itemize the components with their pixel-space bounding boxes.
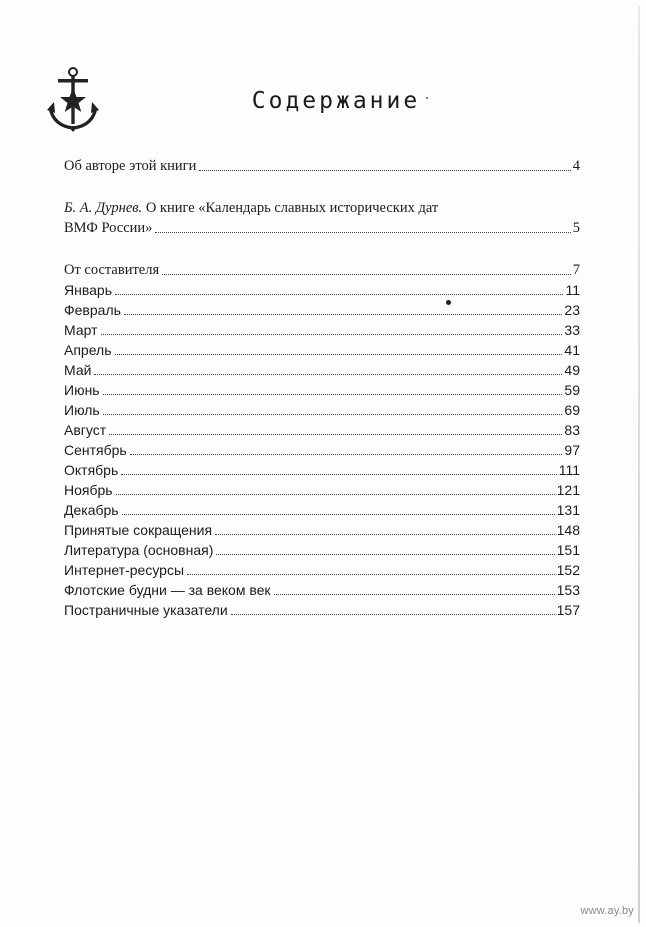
toc-entry <box>64 360 580 380</box>
page-number: 97 <box>564 442 580 458</box>
toc-entry <box>64 460 580 480</box>
entry-label: Февраль <box>64 302 121 318</box>
toc-entry <box>64 400 580 420</box>
toc-entry <box>64 600 580 620</box>
page-number: 7 <box>572 262 580 278</box>
page-number: 148 <box>556 522 580 538</box>
toc-entry <box>64 580 580 600</box>
toc-entry <box>64 560 580 580</box>
leader-dots <box>130 454 563 455</box>
page-number: 4 <box>572 158 580 174</box>
page-number: 157 <box>556 602 580 618</box>
leader-dots <box>215 534 555 535</box>
page-title: Содержание <box>251 88 421 114</box>
page-number: 49 <box>564 362 580 378</box>
toc-entry-foreword-line1 <box>64 198 580 218</box>
foreword-author: Б. А. Дурнев. <box>64 200 143 216</box>
leader-dots <box>115 354 563 355</box>
page-number: 69 <box>564 402 580 418</box>
leader-dots <box>115 294 563 295</box>
toc-entry <box>64 420 580 440</box>
leader-dots <box>103 394 563 395</box>
watermark: www.ay.by <box>580 905 634 917</box>
entry-label: Июль <box>64 402 100 418</box>
foreword-title-part: О книге «Календарь славных исторических дат <box>142 200 439 216</box>
entry-label: Май <box>64 362 92 378</box>
table-of-contents <box>64 156 580 620</box>
toc-entry <box>64 380 580 400</box>
leader-dots <box>121 474 556 475</box>
entry-label: Интернет-ресурсы <box>64 562 185 578</box>
page-number: 33 <box>564 322 580 338</box>
toc-entry <box>64 300 580 320</box>
toc-entry <box>64 480 580 500</box>
entry-label: Литература (основная) <box>64 542 214 558</box>
toc-entry <box>64 260 580 280</box>
leader-dots <box>103 414 563 415</box>
page-number: 151 <box>556 542 580 558</box>
page-number: 59 <box>564 382 580 398</box>
toc-entry-foreword <box>64 198 580 238</box>
entry-label: Октябрь <box>64 462 119 478</box>
leader-dots <box>116 494 555 495</box>
entry-label: Июнь <box>64 382 100 398</box>
leader-dots <box>109 434 562 435</box>
page-number: 5 <box>572 220 580 236</box>
page-number: 41 <box>564 342 580 358</box>
print-speck <box>446 300 451 305</box>
page-number: 131 <box>556 502 580 518</box>
toc-entry <box>64 520 580 540</box>
toc-entry-foreword-line2 <box>64 218 580 238</box>
entry-label: Апрель <box>64 342 112 358</box>
page-number: 153 <box>556 582 580 598</box>
toc-entry <box>64 540 580 560</box>
leader-dots <box>124 314 563 315</box>
leader-dots <box>187 574 555 575</box>
toc-entry <box>64 320 580 340</box>
leader-dots <box>122 514 555 515</box>
toc-main-group <box>64 260 580 620</box>
page-number: 23 <box>564 302 580 318</box>
foreword-title-end: ВМФ России» <box>64 220 153 236</box>
leader-dots <box>162 274 571 275</box>
leader-dots <box>94 374 562 375</box>
leader-dots <box>274 594 555 595</box>
entry-label: Декабрь <box>64 502 119 518</box>
entry-label: Ноябрь <box>64 482 113 498</box>
leader-dots <box>101 334 563 335</box>
entry-label: Постраничные указатели <box>64 602 228 618</box>
toc-entry <box>64 340 580 360</box>
toc-entry <box>64 500 580 520</box>
entry-label: Сентябрь <box>64 442 127 458</box>
entry-label: Август <box>64 422 107 438</box>
entry-label: Принятые сокращения <box>64 522 213 538</box>
entry-label: Январь <box>64 282 112 298</box>
leader-dots <box>155 232 570 233</box>
entry-label: От составителя <box>64 262 160 278</box>
toc-entry <box>64 156 580 176</box>
toc-entry <box>64 280 580 300</box>
leader-dots <box>216 554 554 555</box>
page-number: 121 <box>556 482 580 498</box>
leader-dots <box>231 614 555 615</box>
print-speck <box>426 97 428 99</box>
toc-entry <box>64 440 580 460</box>
entry-label: Март <box>64 322 98 338</box>
toc-intro-group <box>64 156 580 176</box>
page-number: 152 <box>556 562 580 578</box>
leader-dots <box>199 170 570 171</box>
page-number: 111 <box>558 462 580 478</box>
page-number: 11 <box>565 282 580 298</box>
entry-label: Об авторе этой книги <box>64 158 197 174</box>
entry-label: Флотские будни — за веком век <box>64 582 271 598</box>
page-edge-shadow <box>638 6 640 923</box>
page-number: 83 <box>564 422 580 438</box>
